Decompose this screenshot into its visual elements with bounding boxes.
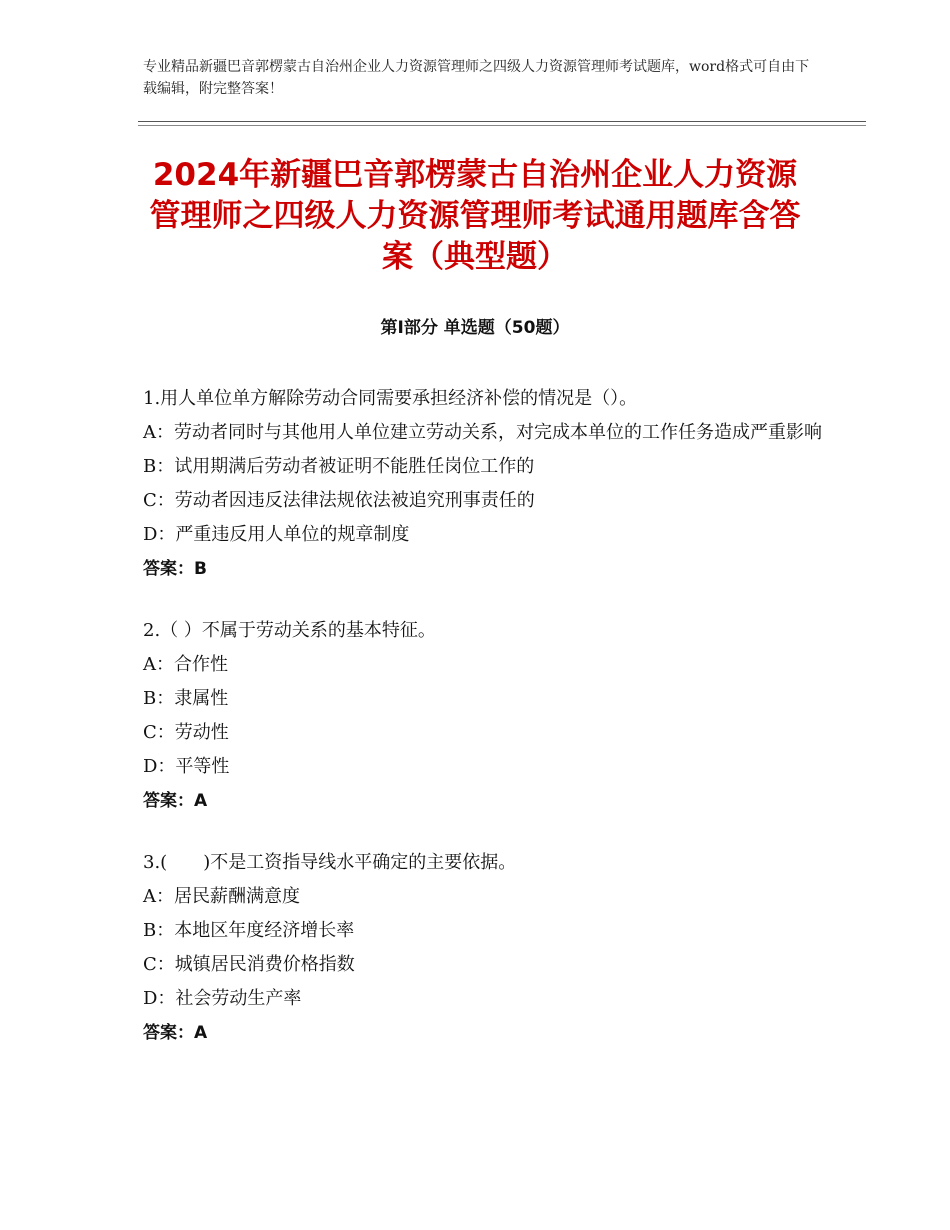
section-heading: 第Ⅰ部分 单选题（50题） xyxy=(380,318,570,338)
question-list xyxy=(143,382,823,1078)
question-stem: 2.（ ）不属于劳动关系的基本特征。 xyxy=(143,620,436,641)
option-c: C：城镇居民消费价格指数 xyxy=(143,954,355,975)
question-1 xyxy=(143,382,823,586)
option-d: D：平等性 xyxy=(143,756,230,777)
document-title: 2024年新疆巴音郭楞蒙古自治州企业人力资源管理师之四级人力资源管理师考试通用题库含答案（典型题） xyxy=(149,157,801,275)
question-stem: 3.( )不是工资指导线水平确定的主要依据。 xyxy=(143,852,517,873)
header-note: 专业精品新疆巴音郭楞蒙古自治州企业人力资源管理师之四级人力资源管理师考试题库，word格式可自由下载编辑，附完整答案！ xyxy=(143,59,810,97)
option-c: C：劳动者因违反法律法规依法被追究刑事责任的 xyxy=(143,490,535,511)
question-2 xyxy=(143,614,823,818)
option-d: D：严重违反用人单位的规章制度 xyxy=(143,524,410,545)
header-divider xyxy=(138,121,866,122)
option-b: B：隶属性 xyxy=(143,688,229,709)
option-b: B：试用期满后劳动者被证明不能胜任岗位工作的 xyxy=(143,456,535,477)
answer-line: 答案：B xyxy=(143,559,207,579)
option-d: D：社会劳动生产率 xyxy=(143,988,302,1009)
question-3 xyxy=(143,846,823,1050)
answer-line: 答案：A xyxy=(143,1023,208,1043)
option-b: B：本地区年度经济增长率 xyxy=(143,920,355,941)
option-a: A：居民薪酬满意度 xyxy=(143,886,300,907)
option-a: A：劳动者同时与其他用人单位建立劳动关系，对完成本单位的工作任务造成严重影响 xyxy=(143,422,822,443)
header-divider-secondary xyxy=(138,125,866,126)
option-c: C：劳动性 xyxy=(143,722,229,743)
option-a: A：合作性 xyxy=(143,654,228,675)
question-stem: 1.用人单位单方解除劳动合同需要承担经济补偿的情况是（）。 xyxy=(143,388,638,409)
answer-line: 答案：A xyxy=(143,791,208,811)
